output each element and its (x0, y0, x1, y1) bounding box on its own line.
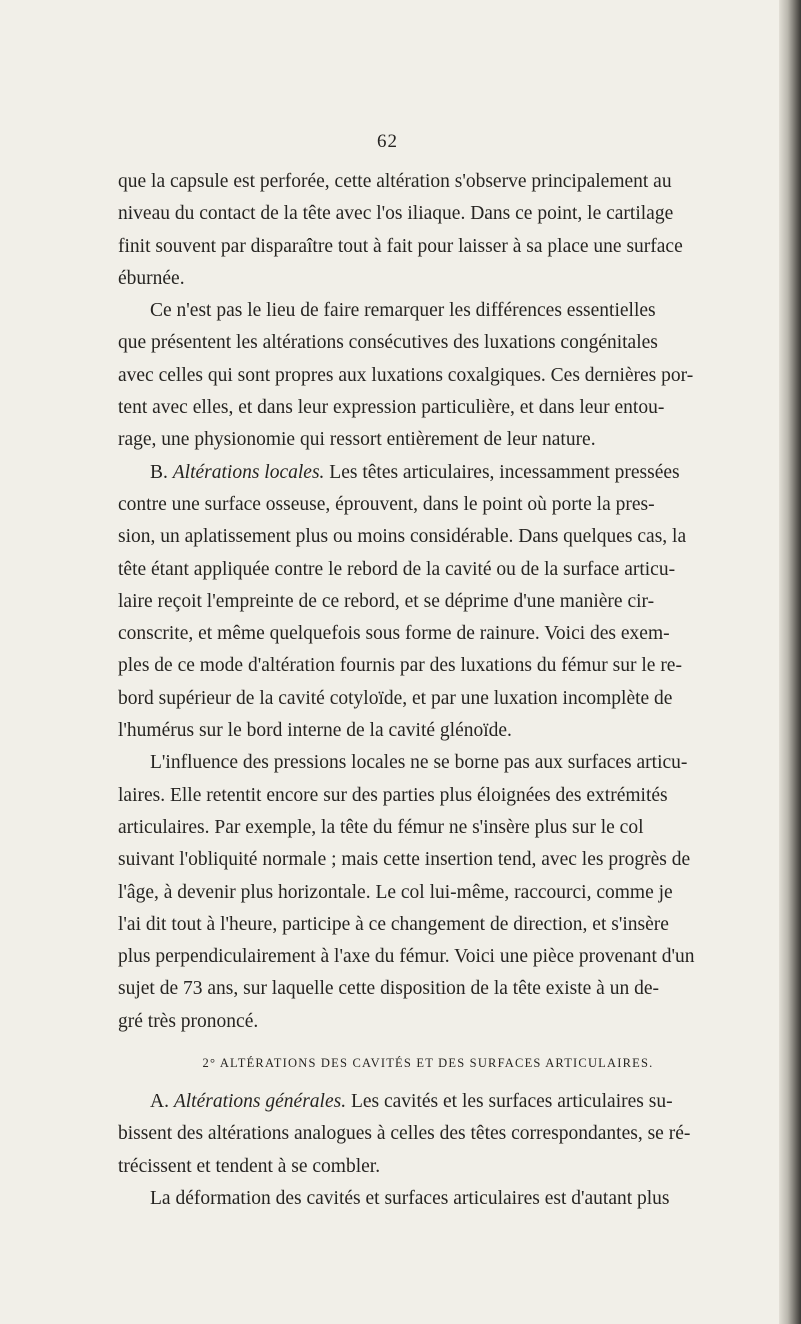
text-line: conscrite, et même quelquefois sous forme de rainure. Voici des exem- (118, 623, 670, 645)
text-line: sion, un aplatissement plus ou moins considérable. Dans quelques cas, la (118, 526, 687, 548)
paragraph-6 (118, 1183, 738, 1215)
text-line: tête étant appliquée contre le rebord de la cavité ou de la surface articu- (118, 558, 676, 580)
text-line: sujet de 73 ans, sur laquelle cette disposition de la tête existe à un de- (118, 978, 659, 1000)
text-line: que présentent les altérations consécutives des luxations congénitales (118, 332, 658, 354)
paragraph-5 (118, 1086, 738, 1183)
text-line (118, 1086, 738, 1118)
text-line: laires. Elle retentit encore sur des parties plus éloignées des extrémités (118, 784, 668, 806)
section-title: Altérations générales. (173, 1091, 347, 1113)
section-title: Altérations locales. (172, 461, 325, 483)
text-line: La déformation des cavités et surfaces articulaires est d'autant plus (150, 1187, 670, 1209)
section-label: A. (150, 1091, 169, 1113)
text-line: suivant l'obliquité normale ; mais cette insertion tend, avec les progrès de (118, 849, 691, 871)
text-run: Les cavités et les surfaces articulaires su- (350, 1091, 673, 1113)
text-line: laire reçoit l'empreinte de ce rebord, et se déprime d'une manière cir- (118, 590, 655, 612)
page-edge-shadow (779, 0, 801, 1324)
text-line: finit souvent par disparaître tout à fait pour laisser à sa place une surface (118, 235, 683, 257)
text-line: L'influence des pressions locales ne se borne pas aux surfaces articu- (150, 752, 688, 774)
text-line: Ce n'est pas le lieu de faire remarquer les différences essentielles (150, 300, 656, 322)
text-line: bissent des altérations analogues à celles des têtes correspondantes, se ré- (118, 1123, 691, 1145)
text-line: l'humérus sur le bord interne de la cavité glénoïde. (118, 720, 512, 742)
text-line: tent avec elles, et dans leur expression particulière, et dans leur entou- (118, 397, 665, 419)
text-line: ples de ce mode d'altération fournis par des luxations du fémur sur le re- (118, 655, 682, 677)
paragraph-3 (118, 457, 738, 748)
text-line: que la capsule est perforée, cette altération s'observe principalement au (118, 171, 672, 192)
paragraph-1 (118, 166, 738, 295)
text-line: rage, une physionomie qui ressort entièrement de leur nature. (118, 429, 596, 451)
text-line: éburnée. (118, 267, 185, 289)
text-line: plus perpendiculairement à l'axe du fémur. Voici une pièce provenant d'un (118, 946, 695, 968)
section-label: B. (150, 461, 168, 483)
text-line: l'âge, à devenir plus horizontale. Le col lui-même, raccourci, comme je (118, 881, 673, 903)
text-line: gré très prononcé. (118, 1010, 259, 1032)
page-number: 62 (377, 131, 398, 152)
paragraph-4 (118, 747, 738, 1038)
body-text (118, 166, 738, 1215)
text-line: niveau du contact de la tête avec l'os iliaque. Dans ce point, le cartilage (118, 203, 674, 225)
text-line: l'ai dit tout à l'heure, participe à ce changement de direction, et s'insère (118, 913, 669, 935)
text-line: bord supérieur de la cavité cotyloïde, et par une luxation incomplète de (118, 687, 673, 709)
text-line (118, 457, 738, 489)
text-run: Les têtes articulaires, incessamment pressées (329, 461, 680, 483)
text-line: articulaires. Par exemple, la tête du fémur ne s'insère plus sur le col (118, 816, 644, 838)
text-line: contre une surface osseuse, éprouvent, dans le point où porte la pres- (118, 493, 655, 515)
paragraph-2 (118, 295, 738, 456)
text-line: avec celles qui sont propres aux luxations coxalgiques. Ces dernières por- (118, 364, 694, 386)
text-line: trécissent et tendent à se combler. (118, 1155, 381, 1177)
section-heading: 2° ALTÉRATIONS DES CAVITÉS ET DES SURFACES ARTICULAIRES. (202, 1056, 654, 1071)
